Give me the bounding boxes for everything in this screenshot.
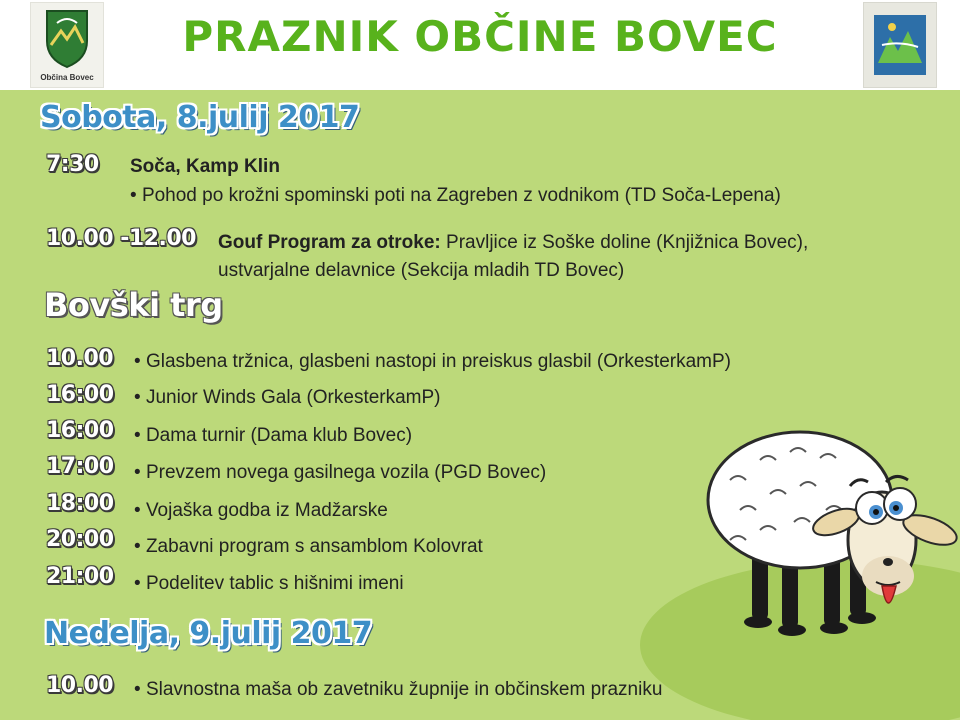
event-time: 17:00 <box>46 454 114 479</box>
event-time: 16:00 <box>46 418 114 443</box>
event-time: 10.00 <box>46 346 114 371</box>
municipal-crest-icon <box>30 2 104 88</box>
event-description: • Podelitev tablic s hišnimi imeni <box>134 573 404 595</box>
event-description: • Glasbena tržnica, glasbeni nastopi in preiskus glasbil (OrkesterkamP) <box>134 351 731 373</box>
event-time: 20:00 <box>46 527 114 552</box>
event-description: • Prevzem novega gasilnega vozila (PGD Bovec) <box>134 462 546 484</box>
event-time: 10.00 <box>46 673 114 698</box>
mountain-logo-icon <box>863 2 937 88</box>
nedelja-heading: Nedelja, 9.julij 2017 <box>44 616 373 651</box>
event-description: • Zabavni program s ansamblom Kolovrat <box>134 536 483 558</box>
event-description: • Junior Winds Gala (OrkesterkamP) <box>134 387 441 409</box>
event-time: 18:00 <box>46 491 114 516</box>
event-location: Soča, Kamp Klin <box>130 156 280 177</box>
page-title: PRAZNIK OBČINE BOVEC <box>182 12 778 61</box>
event-time: 7:30 <box>46 152 99 177</box>
sheep-mascot-icon <box>700 390 960 650</box>
event-description: • Slavnostna maša ob zavetniku župnije in občinskem prazniku <box>134 679 662 701</box>
program-poster <box>0 90 960 720</box>
event-description-continued: ustvarjalne delavnice (Sekcija mladih TD Bovec) <box>218 260 625 281</box>
event-description: • Vojaška godba iz Madžarske <box>134 500 388 522</box>
event-description: Gouf Program za otroke: Pravljice iz Soške doline (Knjižnica Bovec), <box>218 232 809 253</box>
event-description: • Pohod po krožni spominski poti na Zagreben z vodnikom (TD Soča-Lepena) <box>130 185 781 207</box>
event-time: 21:00 <box>46 564 114 589</box>
event-time: 16:00 <box>46 382 114 407</box>
sobota-heading: Sobota, 8.julij 2017 <box>40 100 360 135</box>
bovski-trg-heading: Bovški trg <box>44 286 223 324</box>
crest-caption: Občina Bovec <box>40 73 94 82</box>
event-time: 10.00 -12.00 <box>46 226 196 251</box>
header <box>0 0 960 90</box>
event-description: • Dama turnir (Dama klub Bovec) <box>134 425 412 447</box>
